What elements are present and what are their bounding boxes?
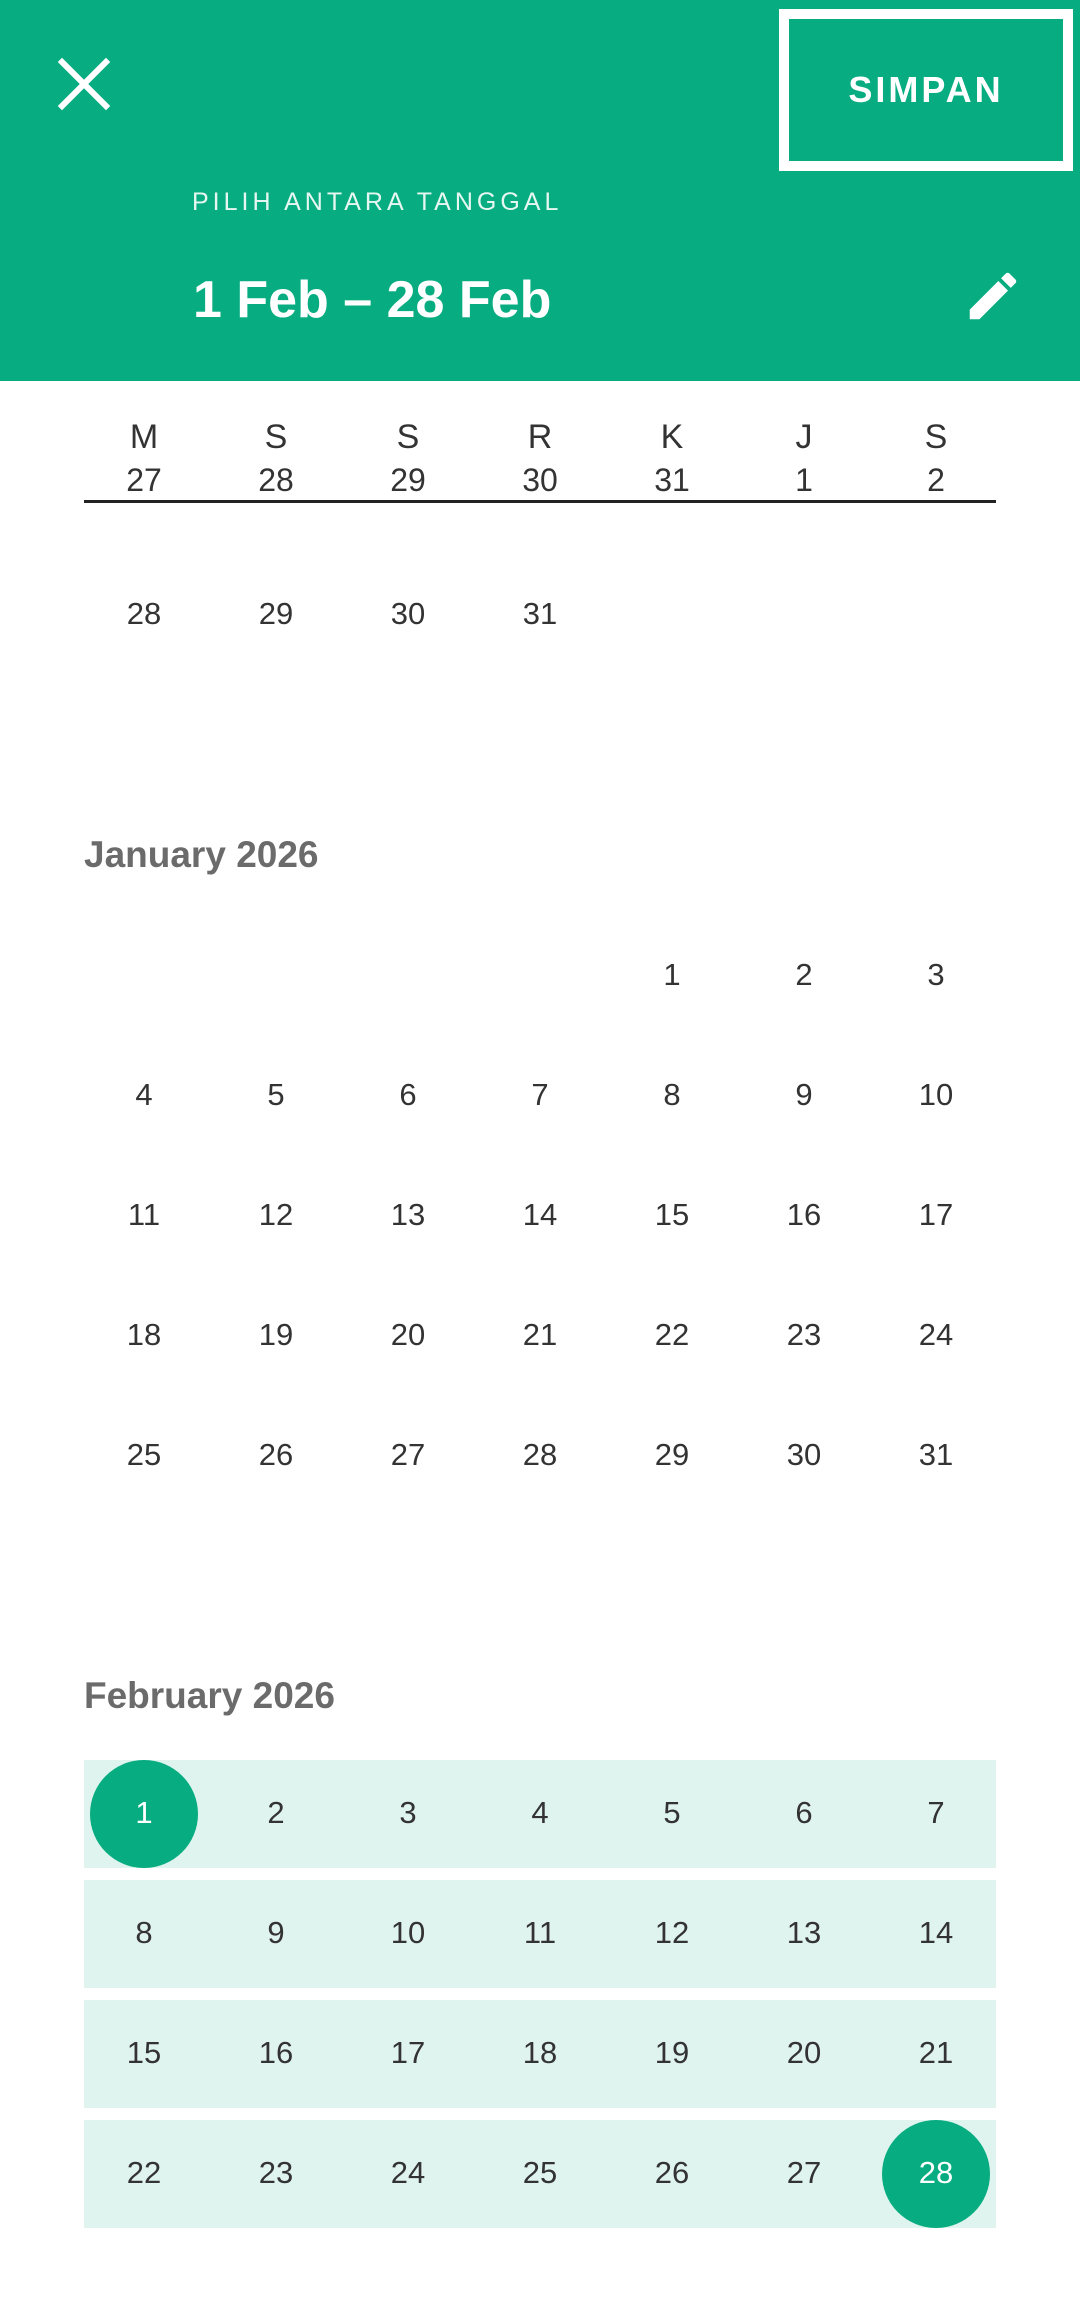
- calendar-day[interactable]: 7: [531, 1077, 549, 1112]
- calendar-day[interactable]: 13: [786, 1915, 822, 1950]
- calendar-day[interactable]: 26: [654, 2155, 690, 2190]
- close-icon: [52, 52, 116, 116]
- weekday-label: R: [527, 418, 553, 456]
- partial-day-label: 29: [390, 462, 426, 498]
- calendar-day[interactable]: 28: [522, 1437, 558, 1472]
- calendar-day[interactable]: 18: [126, 1317, 162, 1352]
- calendar-day[interactable]: 14: [918, 1915, 954, 1950]
- calendar-day[interactable]: 5: [267, 1077, 285, 1112]
- partial-calendar-day: [79, 462, 209, 498]
- partial-calendar-day: [343, 462, 473, 498]
- calendar-day[interactable]: 30: [786, 1437, 822, 1472]
- calendar-day[interactable]: 15: [654, 1197, 690, 1232]
- weekday-label: S: [396, 418, 420, 456]
- calendar-day[interactable]: 10: [918, 1077, 954, 1112]
- calendar-day[interactable]: 14: [522, 1197, 558, 1232]
- calendar-day[interactable]: 15: [126, 2035, 162, 2070]
- calendar-day[interactable]: 8: [135, 1915, 153, 1950]
- calendar-day[interactable]: 5: [663, 1795, 681, 1830]
- calendar-day[interactable]: 12: [654, 1915, 690, 1950]
- calendar-day[interactable]: 1: [135, 1795, 153, 1830]
- partial-day-label: 31: [654, 462, 690, 498]
- calendar-day[interactable]: 24: [390, 2155, 426, 2190]
- partial-calendar-day: [607, 462, 737, 498]
- calendar-day[interactable]: 18: [522, 2035, 558, 2070]
- calendar-day[interactable]: 28: [126, 596, 162, 631]
- partial-day-label: 27: [126, 462, 162, 498]
- calendar-day[interactable]: 4: [135, 1077, 153, 1112]
- partial-day-label: 30: [522, 462, 558, 498]
- calendar-day[interactable]: 26: [258, 1437, 294, 1472]
- weekday-divider: [84, 500, 996, 503]
- calendar-day[interactable]: 20: [786, 2035, 822, 2070]
- close-button[interactable]: [52, 52, 116, 116]
- header-subtitle: PILIH ANTARA TANGGAL: [192, 188, 563, 216]
- calendar-day[interactable]: 10: [390, 1915, 426, 1950]
- calendar-day[interactable]: 21: [522, 1317, 558, 1352]
- calendar-day[interactable]: 22: [654, 1317, 690, 1352]
- partial-day-label: 2: [927, 462, 945, 498]
- calendar-day[interactable]: 13: [390, 1197, 426, 1232]
- partial-day-label: 1: [795, 462, 813, 498]
- calendar-day[interactable]: 4: [531, 1795, 549, 1830]
- calendar-day[interactable]: 19: [654, 2035, 690, 2070]
- calendar-day[interactable]: 28: [918, 2155, 954, 2190]
- calendar-day[interactable]: 7: [927, 1795, 945, 1830]
- calendar-day[interactable]: 2: [795, 957, 813, 992]
- weekday-label: M: [129, 418, 159, 456]
- calendar-day[interactable]: 6: [399, 1077, 417, 1112]
- selected-range: 1 Feb – 28 Feb: [193, 271, 552, 329]
- calendar-day[interactable]: 11: [127, 1197, 161, 1232]
- calendar-day[interactable]: 20: [390, 1317, 426, 1352]
- calendar-day[interactable]: 16: [786, 1197, 822, 1232]
- weekday-label: S: [264, 418, 288, 456]
- calendar-day[interactable]: 2: [267, 1795, 285, 1830]
- calendar-day[interactable]: 21: [918, 2035, 954, 2070]
- calendar-day[interactable]: 12: [258, 1197, 294, 1232]
- calendar-day[interactable]: 17: [918, 1197, 954, 1232]
- calendar-day[interactable]: 1: [663, 957, 681, 992]
- calendar-day[interactable]: 30: [390, 596, 426, 631]
- calendar-day[interactable]: 9: [267, 1915, 285, 1950]
- calendar-day[interactable]: 31: [918, 1437, 954, 1472]
- calendar-day[interactable]: 16: [258, 2035, 294, 2070]
- calendar-day[interactable]: 22: [126, 2155, 162, 2190]
- weekday-label: K: [660, 418, 684, 456]
- calendar-day[interactable]: 23: [786, 1317, 822, 1352]
- calendar-day[interactable]: 27: [786, 2155, 822, 2190]
- calendar-day[interactable]: 31: [522, 596, 558, 631]
- calendar-day[interactable]: 25: [126, 1437, 162, 1472]
- weekday-header: [84, 418, 996, 468]
- month-title: January 2026: [84, 834, 319, 875]
- calendar-day[interactable]: 8: [663, 1077, 681, 1112]
- calendar-day[interactable]: 29: [654, 1437, 690, 1472]
- date-range-header: [0, 0, 1080, 381]
- calendar-day[interactable]: 9: [795, 1077, 813, 1112]
- month-title: February 2026: [84, 1675, 335, 1716]
- partial-calendar-day: [475, 462, 605, 498]
- calendar-day[interactable]: 3: [927, 957, 945, 992]
- partial-calendar-day: [211, 462, 341, 498]
- pencil-icon: [962, 265, 1024, 327]
- calendar-day[interactable]: 23: [258, 2155, 294, 2190]
- calendar-day[interactable]: 6: [795, 1795, 813, 1830]
- calendar-day[interactable]: 29: [258, 596, 294, 631]
- edit-button[interactable]: [962, 265, 1024, 327]
- partial-calendar-day: [739, 462, 869, 498]
- calendar-day[interactable]: 24: [918, 1317, 954, 1352]
- weekday-label: S: [924, 418, 948, 456]
- weekday-label: J: [795, 418, 813, 456]
- calendar-day[interactable]: 17: [390, 2035, 426, 2070]
- calendar-day[interactable]: 27: [390, 1437, 426, 1472]
- calendar-day[interactable]: 25: [522, 2155, 558, 2190]
- partial-calendar-day: [871, 462, 1001, 498]
- calendar-day[interactable]: 3: [399, 1795, 417, 1830]
- save-button[interactable]: SIMPAN: [779, 9, 1073, 171]
- calendar-day[interactable]: 11: [523, 1915, 557, 1950]
- calendar-day[interactable]: 19: [258, 1317, 294, 1352]
- partial-day-label: 28: [258, 462, 294, 498]
